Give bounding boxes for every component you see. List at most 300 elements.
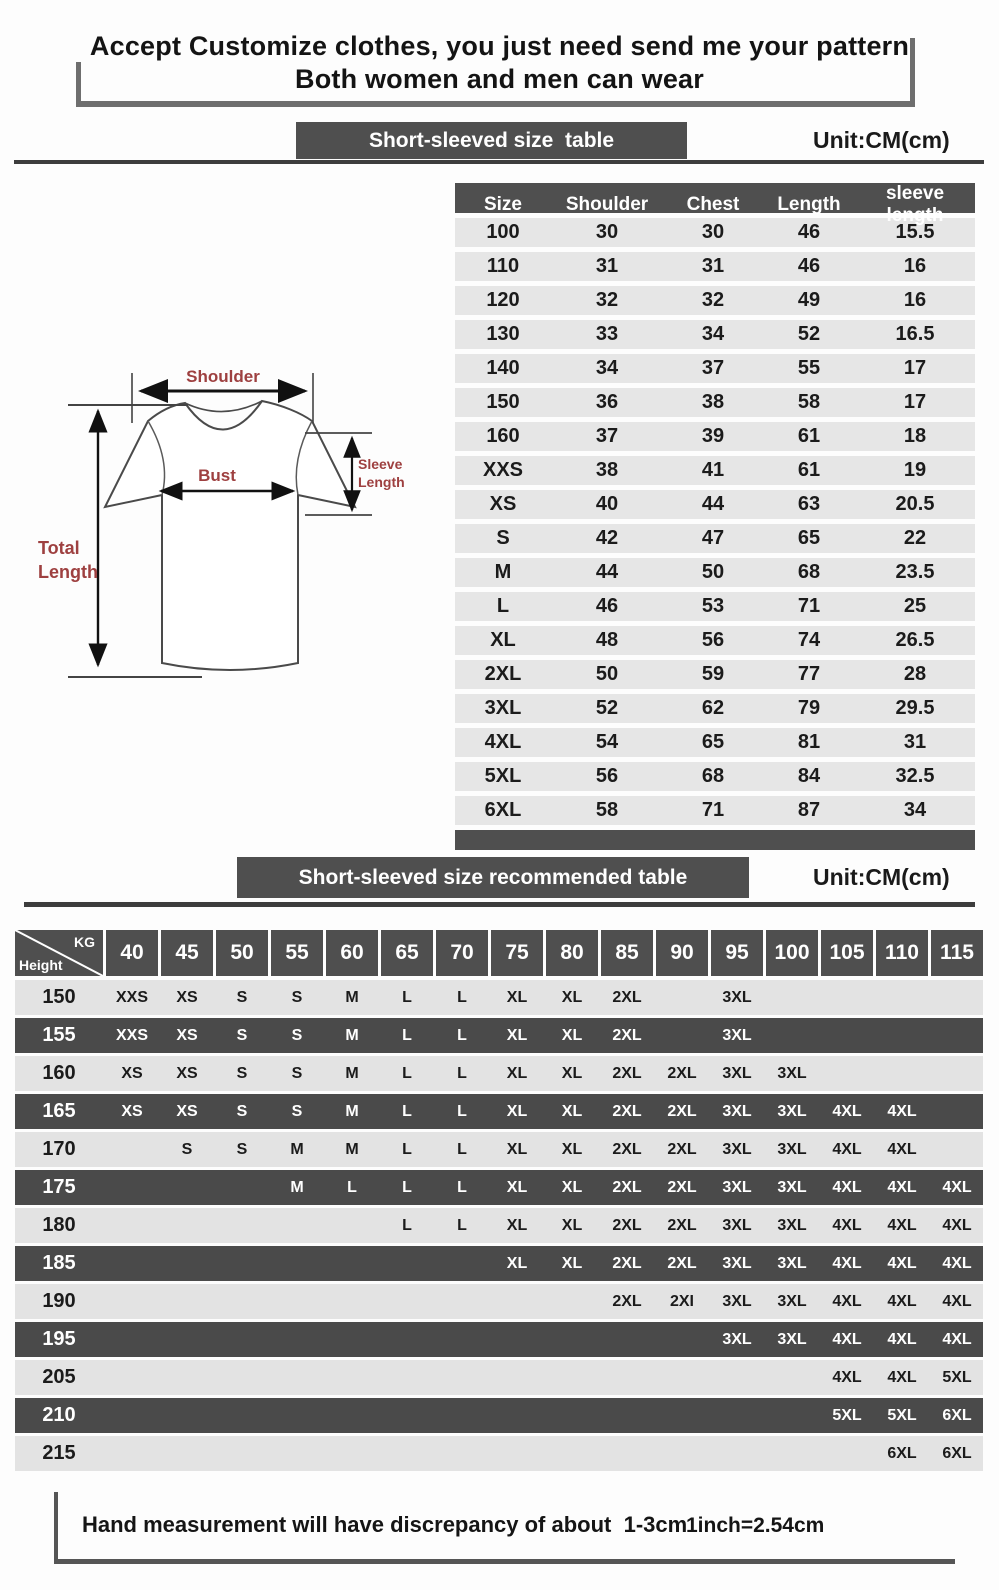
height-label-cell: 210 — [42, 1404, 76, 1426]
size-value-cell: 34 — [595, 357, 619, 379]
weight-column-header: 75 — [491, 930, 543, 976]
size-label-cell: 2XL — [484, 663, 522, 685]
recommend-table-row — [15, 1398, 983, 1433]
size-table-header — [455, 183, 975, 226]
weight-column-header: 80 — [546, 930, 598, 976]
recommended-size-cell: 2XL — [612, 1140, 642, 1158]
tshirt-measure-diagram — [10, 325, 450, 705]
size-label-cell: S — [496, 527, 510, 549]
size-table-row — [455, 558, 975, 587]
recommended-size-cell: XL — [561, 1140, 583, 1158]
recommended-size-cell: 3XL — [777, 1102, 807, 1120]
recommended-size-cell: XS — [121, 1064, 143, 1082]
height-label-cell: 205 — [42, 1366, 76, 1388]
size-value-cell: 56 — [595, 765, 619, 787]
total-length-label-line1: Total — [38, 538, 80, 558]
recommended-size-cell: 6XL — [942, 1444, 972, 1462]
recommended-size-cell: 2XL — [612, 1216, 642, 1234]
size-table-row — [455, 286, 975, 315]
size-table-row — [455, 252, 975, 281]
divider-1 — [14, 160, 984, 164]
corner-kg-label: KG — [74, 934, 95, 950]
size-value-cell: 46 — [797, 255, 821, 277]
size-value-cell: 17 — [903, 357, 927, 379]
recommended-size-cell: 4XL — [887, 1140, 917, 1158]
size-value-cell: 17 — [903, 391, 927, 413]
size-value-cell: 30 — [701, 221, 725, 243]
recommend-table-row — [15, 1246, 983, 1281]
size-value-cell: 32 — [595, 289, 619, 311]
size-value-cell: 26.5 — [895, 629, 935, 651]
recommended-size-cell: XL — [506, 1064, 528, 1082]
recommend-table-row — [15, 1132, 983, 1167]
recommend-table-row — [15, 1284, 983, 1319]
size-table-unit: Unit:CM(cm) — [813, 127, 950, 153]
height-label-cell: 165 — [42, 1100, 76, 1122]
recommend-table-unit: Unit:CM(cm) — [813, 864, 950, 890]
size-table-column-header: Chest — [686, 194, 740, 215]
weight-column-header: 60 — [326, 930, 378, 976]
recommended-size-cell: 3XL — [722, 988, 752, 1006]
weight-column-header: 100 — [766, 930, 818, 976]
recommended-size-cell: L — [457, 1026, 467, 1044]
size-value-cell: 42 — [595, 527, 619, 549]
recommended-size-cell: 3XL — [777, 1140, 807, 1158]
recommended-size-cell: XS — [176, 988, 198, 1006]
recommended-size-cell: L — [402, 1026, 412, 1044]
weight-column-header: 105 — [821, 930, 873, 976]
recommended-size-cell: XXS — [115, 988, 148, 1006]
page-title-line1: Accept Customize clothes, you just need send me your pattern — [89, 31, 910, 61]
size-value-cell: 32.5 — [895, 765, 935, 787]
height-label-cell: 215 — [42, 1442, 76, 1464]
recommend-table-row — [15, 1094, 983, 1129]
header-frame-bottom — [76, 101, 915, 107]
recommended-size-cell: 3XL — [777, 1254, 807, 1272]
page-title-line2: Both women and men can wear — [295, 64, 704, 94]
size-table-column-header: Size — [483, 194, 523, 215]
recommended-size-cell: M — [345, 1026, 359, 1044]
size-label-cell: XL — [490, 629, 516, 651]
recommended-size-cell: L — [457, 988, 467, 1006]
recommended-size-cell: 4XL — [942, 1330, 972, 1348]
recommend-table-row — [15, 1322, 983, 1357]
recommend-table-title: Short-sleeved size recommended table — [237, 857, 749, 898]
recommended-size-cell: S — [236, 1140, 248, 1158]
recommended-size-cell: XL — [561, 1102, 583, 1120]
weight-column-header: 110 — [876, 930, 928, 976]
recommended-size-cell: XL — [561, 1254, 583, 1272]
recommend-table — [15, 930, 983, 1474]
size-table-column-header: Length — [777, 194, 841, 215]
recommended-size-cell: L — [402, 988, 412, 1006]
header-frame-right — [910, 38, 915, 106]
recommended-size-cell: S — [181, 1140, 193, 1158]
size-value-cell: 71 — [797, 595, 821, 617]
size-value-cell: 41 — [701, 459, 725, 481]
recommend-table-row — [15, 1436, 983, 1471]
size-table-row — [455, 728, 975, 757]
size-value-cell: 55 — [797, 357, 821, 379]
size-value-cell: 16 — [903, 255, 927, 277]
size-table-row — [455, 660, 975, 689]
weight-column-header: 55 — [271, 930, 323, 976]
recommended-size-cell: XL — [506, 1178, 528, 1196]
size-value-cell: 65 — [797, 527, 821, 549]
recommended-size-cell: S — [236, 988, 248, 1006]
height-label-cell: 170 — [42, 1138, 76, 1160]
recommended-size-cell: 2XL — [612, 1102, 642, 1120]
recommend-table-row — [15, 980, 983, 1015]
weight-column-header: 65 — [381, 930, 433, 976]
recommended-size-cell: 2XL — [612, 1178, 642, 1196]
size-value-cell: 54 — [595, 731, 619, 753]
weight-column-header: 50 — [216, 930, 268, 976]
footer-frame-left — [54, 1492, 58, 1564]
recommended-size-cell: L — [402, 1102, 412, 1120]
recommended-size-cell: 4XL — [942, 1216, 972, 1234]
size-value-cell: 53 — [701, 595, 725, 617]
size-value-cell: 47 — [701, 527, 725, 549]
weight-column-header: 95 — [711, 930, 763, 976]
recommended-size-cell: 3XL — [777, 1330, 807, 1348]
size-value-cell: 68 — [797, 561, 821, 583]
height-label-cell: 185 — [42, 1252, 76, 1274]
size-value-cell: 37 — [595, 425, 619, 447]
size-label-cell: 130 — [486, 323, 520, 345]
size-value-cell: 34 — [903, 799, 927, 821]
weight-column-header: 90 — [656, 930, 708, 976]
weight-column-header: 45 — [161, 930, 213, 976]
size-label-cell: 100 — [486, 221, 520, 243]
size-table-row — [455, 694, 975, 723]
recommended-size-cell: 2XL — [612, 1026, 642, 1044]
size-value-cell: 34 — [701, 323, 725, 345]
size-label-cell: M — [494, 561, 512, 583]
size-table-row — [455, 592, 975, 621]
recommend-table-header — [15, 930, 983, 976]
recommended-size-cell: 3XL — [722, 1254, 752, 1272]
recommended-size-cell: 2XI — [669, 1292, 694, 1310]
recommended-size-cell: XS — [176, 1102, 198, 1120]
recommended-size-cell: 4XL — [942, 1254, 972, 1272]
size-value-cell: 38 — [701, 391, 725, 413]
size-value-cell: 61 — [797, 459, 821, 481]
recommended-size-cell: 2XL — [612, 1064, 642, 1082]
recommended-size-cell: 2XL — [667, 1140, 697, 1158]
recommended-size-cell: S — [236, 1026, 248, 1044]
size-value-cell: 71 — [701, 799, 725, 821]
size-value-cell: 20.5 — [895, 493, 935, 515]
size-value-cell: 61 — [797, 425, 821, 447]
size-table-row — [455, 422, 975, 451]
size-value-cell: 52 — [595, 697, 619, 719]
recommended-size-cell: L — [457, 1102, 467, 1120]
size-table-row — [455, 354, 975, 383]
recommended-size-cell: 3XL — [777, 1216, 807, 1234]
recommended-size-cell: XXS — [115, 1026, 148, 1044]
recommended-size-cell: XS — [176, 1064, 198, 1082]
recommended-size-cell: 2XL — [667, 1178, 697, 1196]
recommended-size-cell: L — [457, 1216, 467, 1234]
height-label-cell: 155 — [42, 1024, 76, 1046]
recommended-size-cell: XL — [506, 988, 528, 1006]
size-value-cell: 22 — [903, 527, 927, 549]
sleeve-length-label-line1: Sleeve — [358, 456, 403, 472]
size-value-cell: 16 — [903, 289, 927, 311]
size-value-cell: 59 — [701, 663, 725, 685]
recommended-size-cell: 3XL — [777, 1064, 807, 1082]
size-value-cell: 52 — [797, 323, 821, 345]
size-value-cell: 31 — [595, 255, 619, 277]
size-value-cell: 56 — [701, 629, 725, 651]
recommended-size-cell: XL — [561, 1216, 583, 1234]
recommended-size-cell: XL — [506, 1254, 528, 1272]
size-value-cell: 79 — [797, 697, 821, 719]
recommended-size-cell: S — [236, 1064, 248, 1082]
recommended-size-cell: S — [291, 988, 303, 1006]
recommended-size-cell: XL — [561, 1178, 583, 1196]
recommended-size-cell: M — [345, 988, 359, 1006]
size-value-cell: 58 — [797, 391, 821, 413]
recommended-size-cell: 5XL — [942, 1368, 972, 1386]
size-table-column-header: sleeve length — [885, 183, 945, 226]
size-table-row — [455, 490, 975, 519]
recommended-size-cell: 4XL — [887, 1254, 917, 1272]
recommended-size-cell: 4XL — [832, 1368, 862, 1386]
recommended-size-cell: 4XL — [942, 1178, 972, 1196]
height-label-cell: 190 — [42, 1290, 76, 1312]
recommended-size-cell: M — [290, 1178, 304, 1196]
recommended-size-cell: 4XL — [887, 1102, 917, 1120]
shoulder-label: Shoulder — [186, 367, 260, 386]
size-value-cell: 62 — [701, 697, 725, 719]
tshirt-outline — [105, 401, 355, 670]
size-value-cell: 18 — [903, 425, 927, 447]
recommended-size-cell: 4XL — [887, 1368, 917, 1386]
size-table-row — [455, 524, 975, 553]
height-label-cell: 150 — [42, 986, 76, 1008]
recommended-size-cell: L — [402, 1140, 412, 1158]
size-label-cell: 110 — [486, 255, 520, 277]
page-title — [0, 30, 999, 96]
size-label-cell: 6XL — [484, 799, 522, 821]
size-value-cell: 68 — [701, 765, 725, 787]
recommended-size-cell: S — [291, 1026, 303, 1044]
recommended-size-cell: 4XL — [832, 1330, 862, 1348]
size-label-cell: XXS — [482, 459, 524, 481]
recommended-size-cell: 3XL — [777, 1292, 807, 1310]
size-value-cell: 58 — [595, 799, 619, 821]
size-value-cell: 65 — [701, 731, 725, 753]
recommended-size-cell: 4XL — [887, 1216, 917, 1234]
recommended-size-cell: 3XL — [722, 1292, 752, 1310]
size-value-cell: 46 — [797, 221, 821, 243]
inch-conversion-note: 1inch=2.54cm — [686, 1514, 825, 1537]
weight-column-header: 40 — [106, 930, 158, 976]
recommended-size-cell: L — [402, 1216, 412, 1234]
divider-2 — [24, 902, 975, 907]
size-value-cell: 40 — [595, 493, 619, 515]
height-label-cell: 160 — [42, 1062, 76, 1084]
size-value-cell: 37 — [701, 357, 725, 379]
size-table-row — [455, 456, 975, 485]
size-label-cell: 140 — [486, 357, 520, 379]
size-table-row — [455, 388, 975, 417]
size-value-cell: 63 — [797, 493, 821, 515]
recommended-size-cell: 4XL — [832, 1216, 862, 1234]
size-label-cell: 4XL — [484, 731, 522, 753]
size-value-cell: 19 — [903, 459, 927, 481]
size-label-cell: L — [496, 595, 510, 617]
recommended-size-cell: XL — [506, 1026, 528, 1044]
recommended-size-cell: 4XL — [832, 1254, 862, 1272]
recommended-size-cell: 4XL — [887, 1292, 917, 1310]
recommended-size-cell: M — [345, 1140, 359, 1158]
recommended-size-cell: 4XL — [887, 1178, 917, 1196]
size-table-column-header: Shoulder — [565, 194, 649, 215]
recommended-size-cell: S — [236, 1102, 248, 1120]
recommend-table-row — [15, 1360, 983, 1395]
recommended-size-cell: M — [345, 1102, 359, 1120]
recommended-size-cell: L — [457, 1064, 467, 1082]
size-value-cell: 38 — [595, 459, 619, 481]
recommended-size-cell: M — [345, 1064, 359, 1082]
size-value-cell: 31 — [701, 255, 725, 277]
header-frame-left — [76, 62, 81, 106]
size-value-cell: 84 — [797, 765, 821, 787]
size-table-row — [455, 762, 975, 791]
recommended-size-cell: S — [291, 1102, 303, 1120]
size-table-title: Short-sleeved size table — [296, 122, 687, 159]
height-label-cell: 195 — [42, 1328, 76, 1350]
sleeve-length-label-line2: Length — [358, 474, 405, 490]
size-value-cell: 44 — [595, 561, 619, 583]
size-value-cell: 44 — [701, 493, 725, 515]
size-value-cell: 31 — [903, 731, 927, 753]
size-label-cell: 5XL — [484, 765, 522, 787]
recommended-size-cell: XL — [561, 988, 583, 1006]
recommended-size-cell: XL — [561, 1064, 583, 1082]
recommended-size-cell: 4XL — [832, 1178, 862, 1196]
recommended-size-cell: 4XL — [942, 1292, 972, 1310]
recommended-size-cell: 3XL — [722, 1102, 752, 1120]
recommended-size-cell: 3XL — [722, 1216, 752, 1234]
size-label-cell: XS — [489, 493, 517, 515]
size-value-cell: 23.5 — [895, 561, 935, 583]
size-value-cell: 87 — [797, 799, 821, 821]
recommended-size-cell: L — [457, 1178, 467, 1196]
size-label-cell: 160 — [486, 425, 520, 447]
recommend-table-row — [15, 1056, 983, 1091]
recommended-size-cell: 4XL — [832, 1292, 862, 1310]
weight-column-header: 70 — [436, 930, 488, 976]
recommended-size-cell: XL — [506, 1216, 528, 1234]
recommended-size-cell: 6XL — [887, 1444, 917, 1462]
weight-column-header: 115 — [931, 930, 983, 976]
recommended-size-cell: 3XL — [722, 1178, 752, 1196]
recommended-size-cell: 2XL — [667, 1254, 697, 1272]
recommended-size-cell: 5XL — [887, 1406, 917, 1424]
size-table-bottom-bar — [455, 830, 975, 850]
size-value-cell: 50 — [595, 663, 619, 685]
recommended-size-cell: 3XL — [722, 1064, 752, 1082]
recommended-size-cell: XL — [561, 1026, 583, 1044]
recommended-size-cell: 4XL — [832, 1140, 862, 1158]
size-table-row — [455, 320, 975, 349]
recommended-size-cell: M — [290, 1140, 304, 1158]
size-value-cell: 39 — [701, 425, 725, 447]
height-label-cell: 175 — [42, 1176, 76, 1198]
recommended-size-cell: 2XL — [612, 988, 642, 1006]
recommended-size-cell: 2XL — [667, 1102, 697, 1120]
size-label-cell: 150 — [486, 391, 520, 413]
recommended-size-cell: 3XL — [722, 1026, 752, 1044]
recommended-size-cell: L — [457, 1140, 467, 1158]
height-label-cell: 180 — [42, 1214, 76, 1236]
recommended-size-cell: 3XL — [722, 1140, 752, 1158]
footer-frame-bottom — [54, 1559, 955, 1564]
recommended-size-cell: L — [347, 1178, 357, 1196]
size-value-cell: 29.5 — [895, 697, 935, 719]
recommended-size-cell: 4XL — [887, 1330, 917, 1348]
size-value-cell: 77 — [797, 663, 821, 685]
recommend-table-row — [15, 1170, 983, 1205]
recommended-size-cell: 5XL — [832, 1406, 862, 1424]
size-value-cell: 74 — [797, 629, 821, 651]
size-value-cell: 46 — [595, 595, 619, 617]
corner-height-label: Height — [19, 957, 63, 973]
size-value-cell: 50 — [701, 561, 725, 583]
recommend-table-row — [15, 1018, 983, 1053]
weight-column-header: 85 — [601, 930, 653, 976]
recommended-size-cell: 3XL — [722, 1330, 752, 1348]
size-label-cell: 120 — [486, 289, 520, 311]
size-label-cell: 3XL — [484, 697, 522, 719]
bust-label: Bust — [198, 466, 236, 485]
corner-cell — [15, 930, 103, 976]
recommended-size-cell: 4XL — [832, 1102, 862, 1120]
size-value-cell: 49 — [797, 289, 821, 311]
recommended-size-cell: L — [402, 1178, 412, 1196]
size-value-cell: 28 — [903, 663, 927, 685]
recommended-size-cell: 2XL — [667, 1064, 697, 1082]
recommended-size-cell: 2XL — [612, 1292, 642, 1310]
size-value-cell: 16.5 — [895, 323, 935, 345]
size-value-cell: 30 — [595, 221, 619, 243]
recommended-size-cell: 2XL — [667, 1216, 697, 1234]
recommended-size-cell: XL — [506, 1102, 528, 1120]
tshirt-back-collar — [185, 401, 262, 412]
size-table-row — [455, 626, 975, 655]
recommended-size-cell: XS — [176, 1026, 198, 1044]
recommended-size-cell: 2XL — [612, 1254, 642, 1272]
recommended-size-cell: L — [402, 1064, 412, 1082]
size-value-cell: 25 — [903, 595, 927, 617]
recommended-size-cell: 3XL — [777, 1178, 807, 1196]
recommended-size-cell: S — [291, 1064, 303, 1082]
size-value-cell: 36 — [595, 391, 619, 413]
size-value-cell: 33 — [595, 323, 619, 345]
measurement-note: Hand measurement will have discrepancy of about 1-3cm — [82, 1512, 688, 1537]
size-value-cell: 81 — [797, 731, 821, 753]
recommended-size-cell: XL — [506, 1140, 528, 1158]
size-value-cell: 15.5 — [895, 221, 935, 243]
size-table-row — [455, 796, 975, 825]
size-value-cell: 48 — [595, 629, 619, 651]
size-value-cell: 32 — [701, 289, 725, 311]
size-table — [455, 183, 975, 850]
